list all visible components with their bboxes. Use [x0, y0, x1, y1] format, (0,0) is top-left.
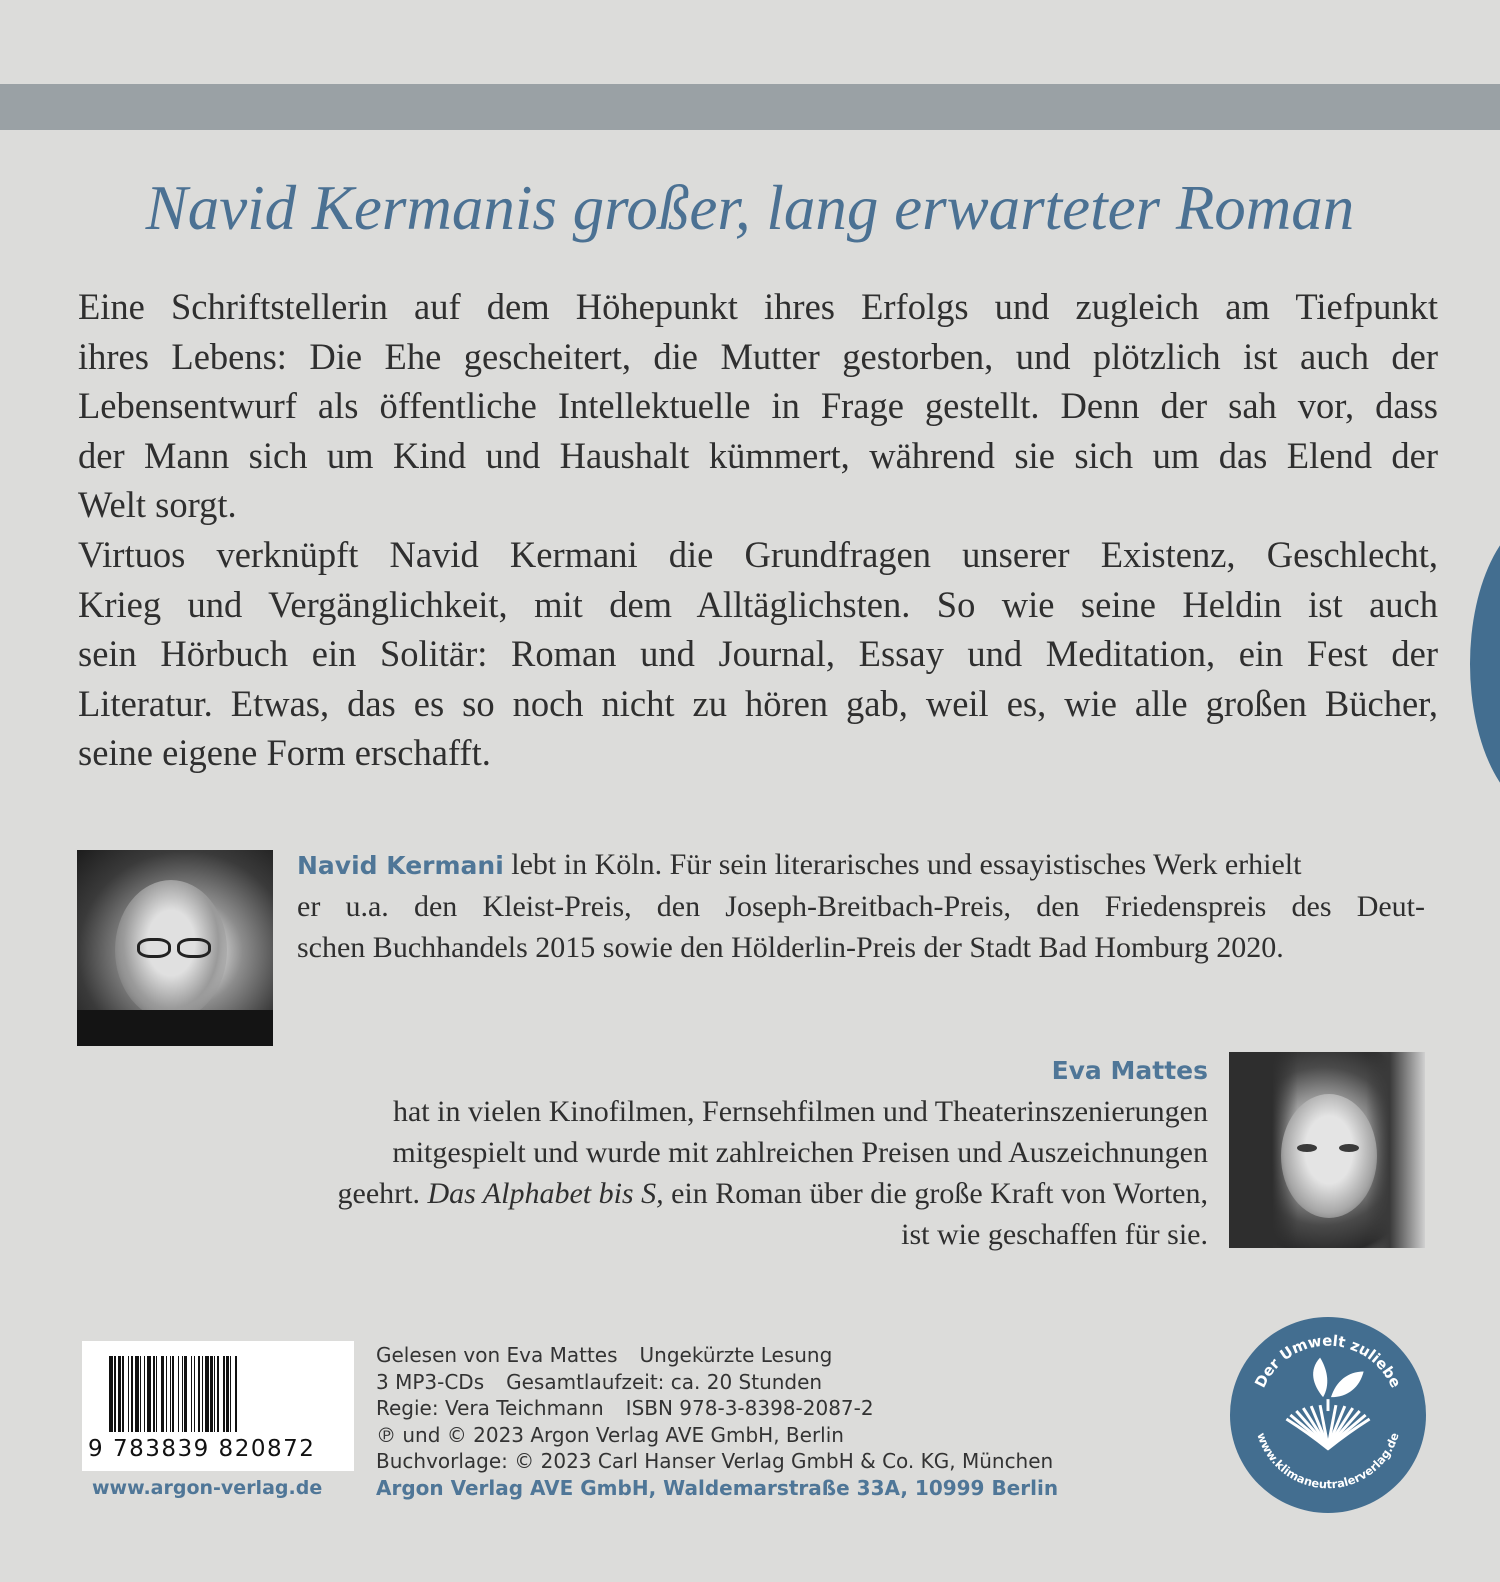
blurb-line: ihres Lebens: Die Ehe gescheitert, die Mutter gestorben, und plötzlich ist auch der — [78, 335, 1438, 377]
website-link[interactable]: www.argon-verlag.de — [92, 1477, 323, 1499]
blurb-line: Welt sorgt. — [78, 484, 237, 526]
author-bio-line: er u.a. den Kleist-Preis, den Joseph-Breitbach-Preis, den Friedenspreis des Deut- — [297, 890, 1425, 923]
narrator-name: Eva Mattes — [1051, 1056, 1208, 1085]
blurb-line: der Mann sich um Kind und Haushalt kümmert, während sie sich um das Elend der — [78, 434, 1438, 476]
climate-neutral-seal — [1229, 1316, 1427, 1514]
barcode-bar — [237, 1356, 240, 1432]
blurb-line: sein Hörbuch ein Solitär: Roman und Journal, Essay und Meditation, ein Fest der — [78, 633, 1438, 675]
isbn-barcode — [82, 1341, 354, 1471]
narrator-bio — [205, 1049, 1208, 1255]
blurb-line: Eine Schriftstellerin auf dem Höhepunkt ihres Erfolgs und zugleich am Tiefpunkt — [78, 286, 1438, 327]
author-bio-line: schen Buchhandels 2015 sowie den Hölderlin-Preis der Stadt Bad Homburg 2020. — [297, 931, 1284, 964]
barcode-bars — [109, 1356, 337, 1432]
book-title: Das Alphabet bis S, — [427, 1177, 664, 1210]
format: 3 MP3-CDs — [376, 1369, 485, 1394]
unabridged-label: Ungekürzte Lesung — [639, 1343, 833, 1367]
blurb-line: Literatur. Etwas, das es so noch nicht zu hören gab, weil es, wie alle großen Bücher, — [78, 682, 1438, 724]
author-name: Navid Kermani — [297, 851, 504, 880]
cd-disc-edge — [1470, 512, 1500, 816]
barcode-digits: 9 783839 820872 — [88, 1436, 316, 1462]
headline: Navid Kermanis großer, lang erwarteter Roman — [145, 173, 1355, 243]
isbn: ISBN 978-3-8398-2087-2 — [625, 1396, 874, 1421]
blurb-line: Krieg und Vergänglichkeit, mit dem Alltäglichsten. So wie seine Heldin ist auch — [78, 583, 1438, 625]
production-credits — [376, 1342, 1058, 1502]
seal-bottom-text: www.klimaneutralerverlag.de — [1254, 1430, 1402, 1492]
top-band — [0, 84, 1500, 130]
blurb-text — [78, 282, 1438, 778]
narrator-bio-text: ein Roman über die große Kraft von Worten, — [663, 1177, 1208, 1210]
seal-top-text: Der Umwelt zuliebe — [1251, 1331, 1405, 1391]
runtime: Gesamtlaufzeit: ca. 20 Stunden — [506, 1369, 823, 1394]
blurb-line: seine eigene Form erschafft. — [78, 732, 491, 774]
publisher-address: Argon Verlag AVE GmbH, Waldemarstraße 33A, 10999 Berlin — [376, 1475, 1059, 1500]
author-bio-text: lebt in Köln. Für sein literarisches und essayistisches Werk erhielt — [503, 848, 1302, 881]
narrator-bio-line: hat in vielen Kinofilmen, Fernsehfilmen und Theaterinszenierungen — [392, 1095, 1208, 1128]
author-portrait — [77, 850, 273, 1046]
copyright: ℗ und © 2023 Argon Verlag AVE GmbH, Berlin — [376, 1422, 844, 1447]
blurb-line: Virtuos verknüpft Navid Kermani die Grundfragen unserer Existenz, Geschlecht, — [78, 533, 1438, 575]
blurb-line: Lebensentwurf als öffentliche Intellektuelle in Frage gestellt. Denn der sah vor, dass — [78, 385, 1438, 427]
narrator-bio-text: geehrt. — [337, 1177, 428, 1210]
director: Regie: Vera Teichmann — [376, 1396, 604, 1421]
narrator-bio-line: mitgespielt und wurde mit zahlreichen Preisen und Auszeichnungen — [392, 1136, 1208, 1169]
author-bio — [297, 844, 1425, 968]
narrator-bio-line: ist wie geschaffen für sie. — [901, 1218, 1208, 1251]
narrator-portrait — [1229, 1052, 1425, 1248]
read-by: Gelesen von Eva Mattes — [376, 1343, 618, 1367]
source-copyright: Buchvorlage: © 2023 Carl Hanser Verlag GmbH & Co. KG, München — [376, 1449, 1054, 1474]
